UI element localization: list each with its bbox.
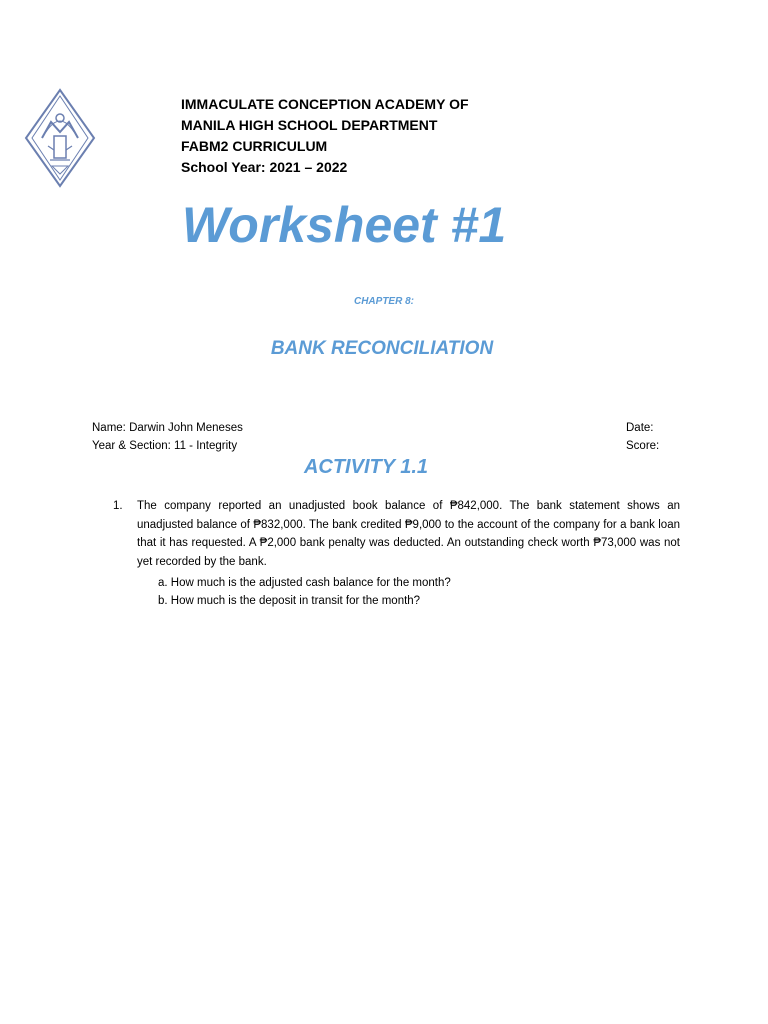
topic-heading: BANK RECONCILIATION [270,338,494,359]
school-name-line2: MANILA HIGH SCHOOL DEPARTMENT [181,117,438,133]
curriculum: FABM2 CURRICULUM [181,138,328,154]
grading-info [626,419,659,455]
score-label: Score: [626,440,660,452]
school-header [181,94,469,178]
question-text: The company reported an unadjusted book balance of ₱842,000. The bank statement shows an unadjusted balance of ₱832,000. The bank credited ₱9,000 to the account of the company for a bank loan that it has requested. A ₱2,000 bank penalty was deducted. An outstanding check worth ₱73,000 was not yet recorded by the bank. [137,500,680,568]
worksheet-title: Worksheet #1 [182,197,507,253]
date-label: Date: [626,422,654,434]
sub-question-b: b. How much is the deposit in transit for the month? [158,595,421,607]
question-number: 1. [113,500,123,512]
student-name: Name: Darwin John Meneses [92,422,243,434]
activity-heading: ACTIVITY 1.1 [303,456,429,478]
question-item [113,497,680,571]
school-year: School Year: 2021 – 2022 [181,159,348,175]
student-info [92,419,243,455]
sub-question-a: a. How much is the adjusted cash balance for the month? [158,577,451,589]
school-name-line1: IMMACULATE CONCEPTION ACADEMY OF [181,96,469,112]
student-section: Year & Section: 11 - Integrity [92,440,238,452]
chapter-label: CHAPTER 8: [353,296,414,307]
school-seal-icon [24,88,96,188]
